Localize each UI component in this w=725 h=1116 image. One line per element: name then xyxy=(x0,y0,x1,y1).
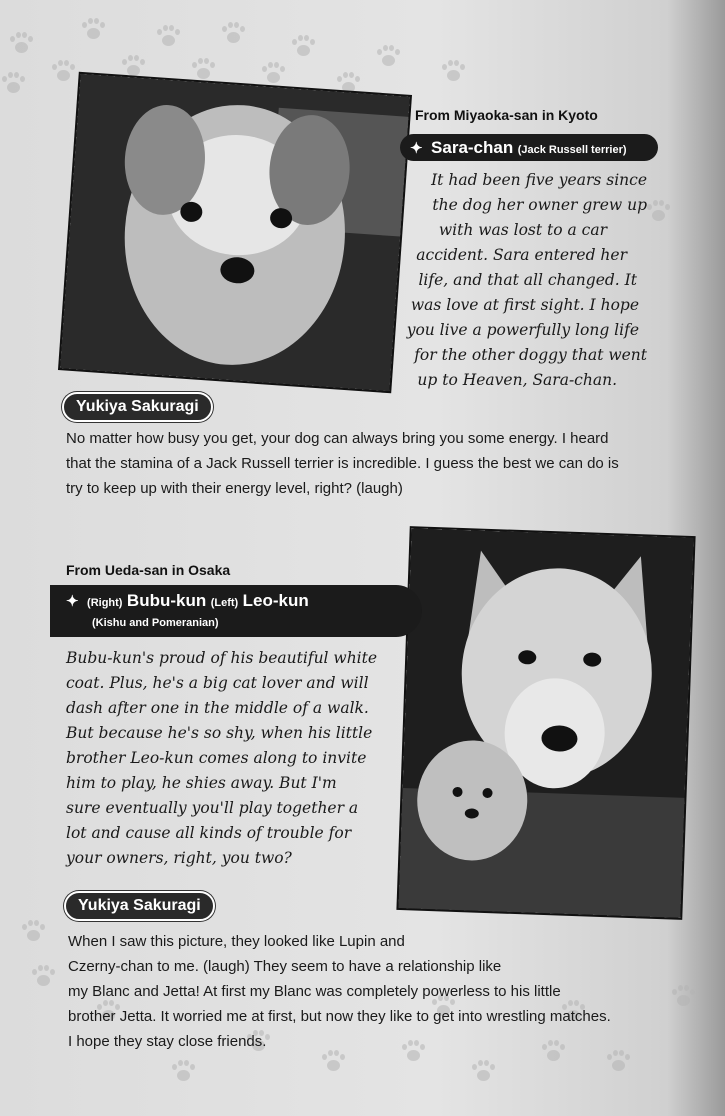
letter-line: your owners, right, you two? xyxy=(66,849,292,867)
paw-print-icon xyxy=(260,62,286,86)
dog-silhouette-icon: ✦ xyxy=(66,593,79,610)
author-reply xyxy=(66,426,619,501)
dog-face-illustration xyxy=(60,74,410,391)
letter-line: brother Leo-kun comes along to invite xyxy=(66,749,367,767)
letter-line: the dog her owner grew up xyxy=(432,196,647,214)
dog-name-banner xyxy=(50,585,422,637)
paw-print-icon xyxy=(120,55,146,79)
owner-letter xyxy=(66,646,377,871)
paw-print-icon xyxy=(50,60,76,84)
dog-name-banner xyxy=(400,134,658,161)
owner-letter xyxy=(407,168,647,393)
paw-print-icon xyxy=(290,35,316,59)
paw-print-icon xyxy=(670,985,696,1009)
letter-line: with was lost to a car xyxy=(438,221,607,239)
paw-print-icon xyxy=(20,920,46,944)
dog-name: Sara-chan xyxy=(431,138,514,157)
letter-line: accident. Sara entered her xyxy=(416,246,627,264)
letter-line: up to Heaven, Sara-chan. xyxy=(417,371,617,389)
dog-name: Leo-kun xyxy=(242,591,309,610)
letter-line: for the other doggy that went xyxy=(414,346,647,364)
reply-line: try to keep up with their energy level, right? (laugh) xyxy=(66,480,403,497)
paw-print-icon xyxy=(8,32,34,56)
reply-line: No matter how busy you get, your dog can always bring you some energy. I heard xyxy=(66,430,609,447)
reply-line: brother Jetta. It worried me at first, but now they like to get into wrestling matches. xyxy=(68,1008,611,1025)
position-tag: (Left) xyxy=(210,597,239,609)
author-reply xyxy=(68,929,611,1054)
letter-line: Bubu-kun's proud of his beautiful white xyxy=(66,649,378,667)
dog-silhouette-icon: ✦ xyxy=(410,140,423,157)
letter-line: dash after one in the middle of a walk. xyxy=(66,699,369,717)
author-badge: Yukiya Sakuragi xyxy=(64,891,215,921)
paw-print-icon xyxy=(155,25,181,49)
reply-line: I hope they stay close friends. xyxy=(68,1033,267,1050)
dogs-illustration xyxy=(398,528,693,918)
letter-line: lot and cause all kinds of trouble for xyxy=(66,824,352,842)
dog-photo-bubu-leo xyxy=(398,528,693,918)
letter-line: It had been five years since xyxy=(431,171,647,189)
letter-line: life, and that all changed. It xyxy=(418,271,637,289)
paw-print-icon xyxy=(190,58,216,82)
paw-print-icon xyxy=(440,60,466,84)
dog-name: Bubu-kun xyxy=(126,591,207,610)
letter-line: sure eventually you'll play together a xyxy=(66,799,359,817)
byline-sender: From Ueda-san in Osaka xyxy=(66,562,231,578)
author-badge: Yukiya Sakuragi xyxy=(62,392,213,422)
reply-line: my Blanc and Jetta! At first my Blanc was completely powerless to his little xyxy=(68,983,561,1000)
dog-photo-sara-chan xyxy=(60,74,410,391)
paw-print-icon xyxy=(375,45,401,69)
paw-print-icon xyxy=(170,1060,196,1084)
paw-print-icon xyxy=(645,200,671,224)
letter-line: But because he's so shy, when his little xyxy=(66,724,373,742)
position-tag: (Right) xyxy=(87,597,123,609)
letter-line: coat. Plus, he's a big cat lover and will xyxy=(66,674,369,692)
letter-line: him to play, he shies away. But I'm xyxy=(66,774,337,792)
reply-line: Czerny-chan to me. (laugh) They seem to have a relationship like xyxy=(68,958,502,975)
dog-breed: (Kishu and Pomeranian) xyxy=(92,617,219,629)
byline-sender: From Miyaoka-san in Kyoto xyxy=(415,107,598,123)
letter-line: was love at first sight. I hope xyxy=(410,296,639,314)
letter-line: you live a powerfully long life xyxy=(406,321,639,339)
paw-print-icon xyxy=(0,72,26,96)
paw-print-icon xyxy=(80,18,106,42)
reply-line: that the stamina of a Jack Russell terrier is incredible. I guess the best we can do is xyxy=(66,455,619,472)
dog-breed: (Jack Russell terrier) xyxy=(517,144,627,156)
paw-print-icon xyxy=(30,965,56,989)
reply-line: When I saw this picture, they looked like Lupin and xyxy=(68,933,405,950)
paw-print-icon xyxy=(220,22,246,46)
paw-print-icon xyxy=(470,1060,496,1084)
